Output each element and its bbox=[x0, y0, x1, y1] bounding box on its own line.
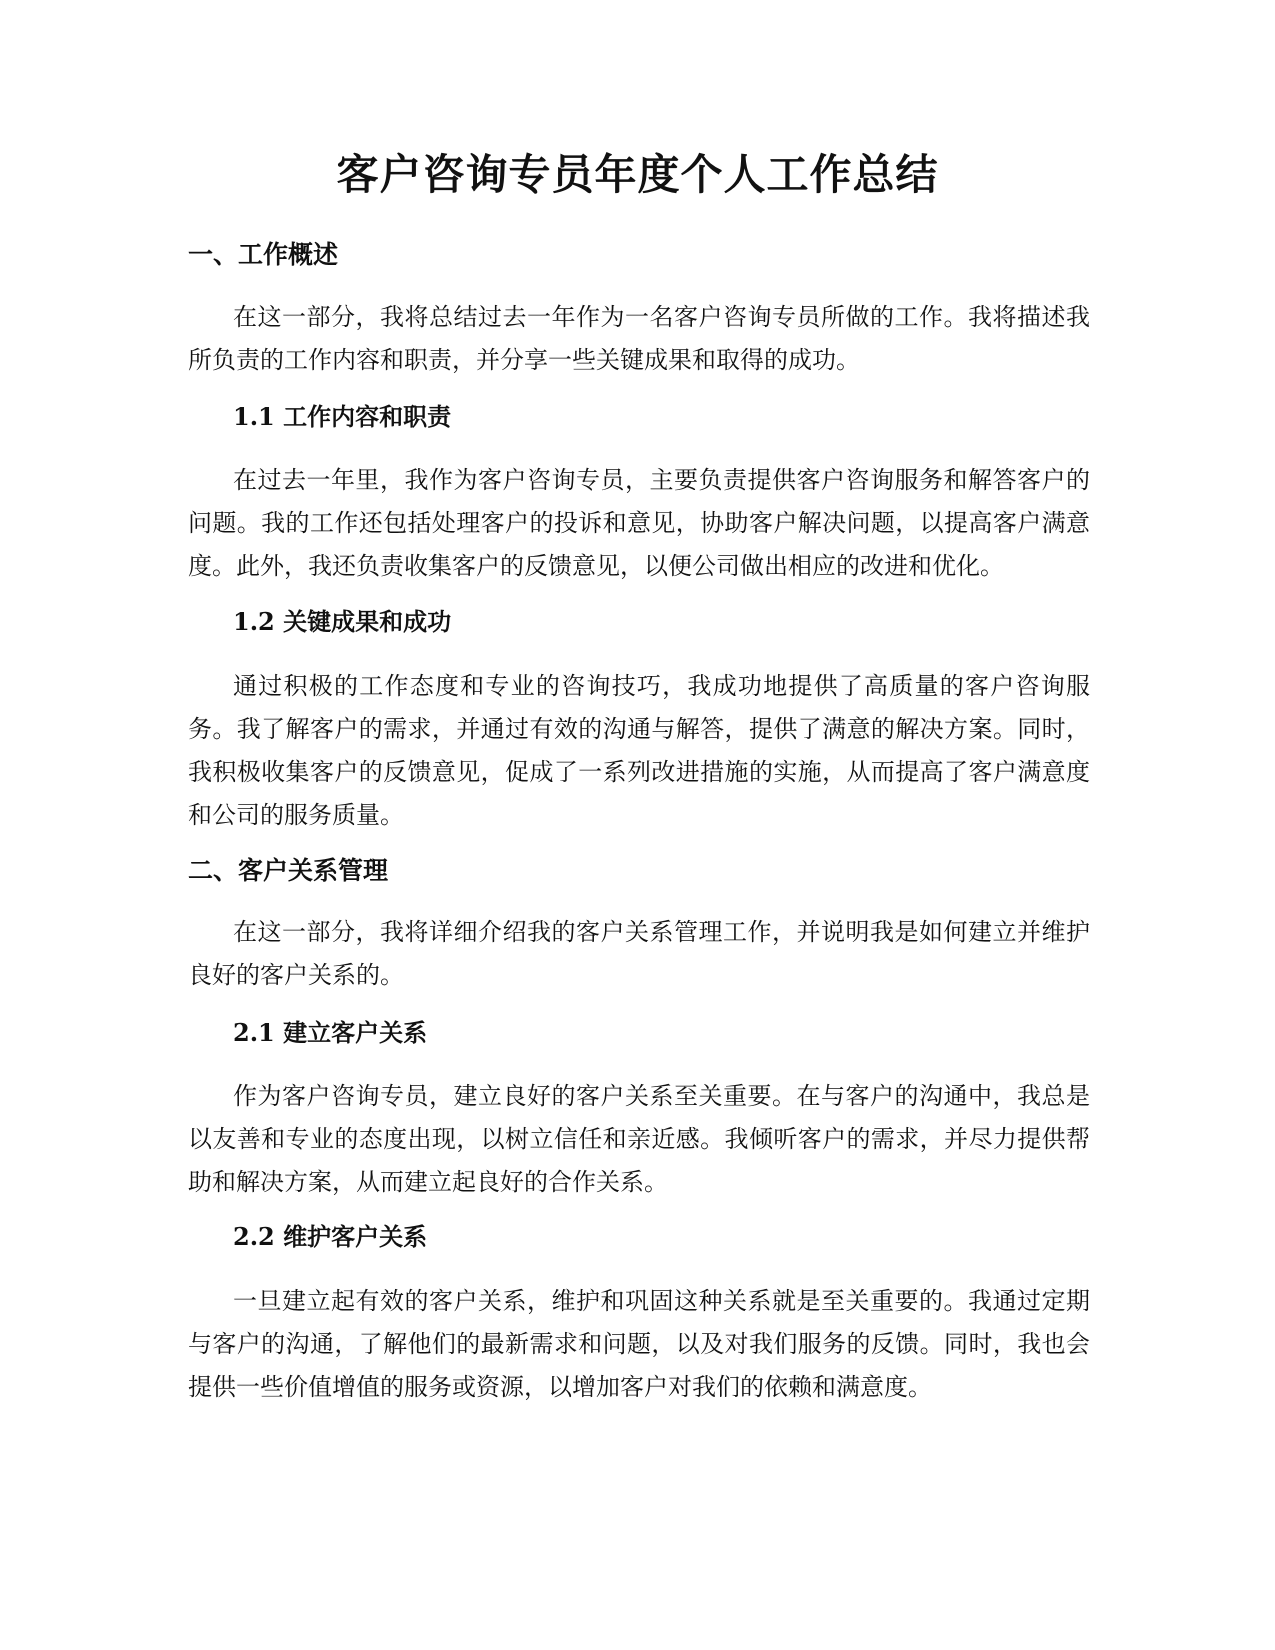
section-heading: 二、客户关系管理 bbox=[188, 856, 389, 885]
section-intro-paragraph: 在这一部分，我将总结过去一年作为一名客户咨询专员所做的工作。我将描述我所负责的工作内容和职责，并分享一些关键成果和取得的成功。 bbox=[188, 303, 1090, 374]
body-paragraph: 作为客户咨询专员，建立良好的客户关系至关重要。在与客户的沟通中，我总是以友善和专业的态度出现，以树立信任和亲近感。我倾听客户的需求，并尽力提供帮助和解决方案，从而建立起良好的合作关系。 bbox=[188, 1082, 1090, 1196]
section-heading: 一、工作概述 bbox=[188, 240, 339, 269]
subsection-heading: 1.2 关键成果和成功 bbox=[233, 607, 452, 636]
body-paragraph: 通过积极的工作态度和专业的咨询技巧，我成功地提供了高质量的客户咨询服务。我了解客户的需求，并通过有效的沟通与解答，提供了满意的解决方案。同时，我积极收集客户的反馈意见，促成了一系列改进措施的实施，从而提高了客户满意度和公司的服务质量。 bbox=[188, 672, 1090, 829]
subsection-heading: 2.1 建立客户关系 bbox=[233, 1018, 428, 1047]
subsection-heading: 2.2 维护客户关系 bbox=[233, 1222, 428, 1251]
body-paragraph: 一旦建立起有效的客户关系，维护和巩固这种关系就是至关重要的。我通过定期与客户的沟通，了解他们的最新需求和问题，以及对我们服务的反馈。同时，我也会提供一些价值增值的服务或资源，以增加客户对我们的依赖和满意度。 bbox=[188, 1287, 1090, 1401]
document-title: 客户咨询专员年度个人工作总结 bbox=[336, 150, 939, 199]
subsection-heading: 1.1 工作内容和职责 bbox=[233, 402, 452, 431]
section-intro-paragraph: 在这一部分，我将详细介绍我的客户关系管理工作，并说明我是如何建立并维护良好的客户关系的。 bbox=[188, 918, 1090, 989]
body-paragraph: 在过去一年里，我作为客户咨询专员，主要负责提供客户咨询服务和解答客户的问题。我的工作还包括处理客户的投诉和意见，协助客户解决问题，以提高客户满意度。此外，我还负责收集客户的反馈意见，以便公司做出相应的改进和优化。 bbox=[188, 466, 1090, 580]
